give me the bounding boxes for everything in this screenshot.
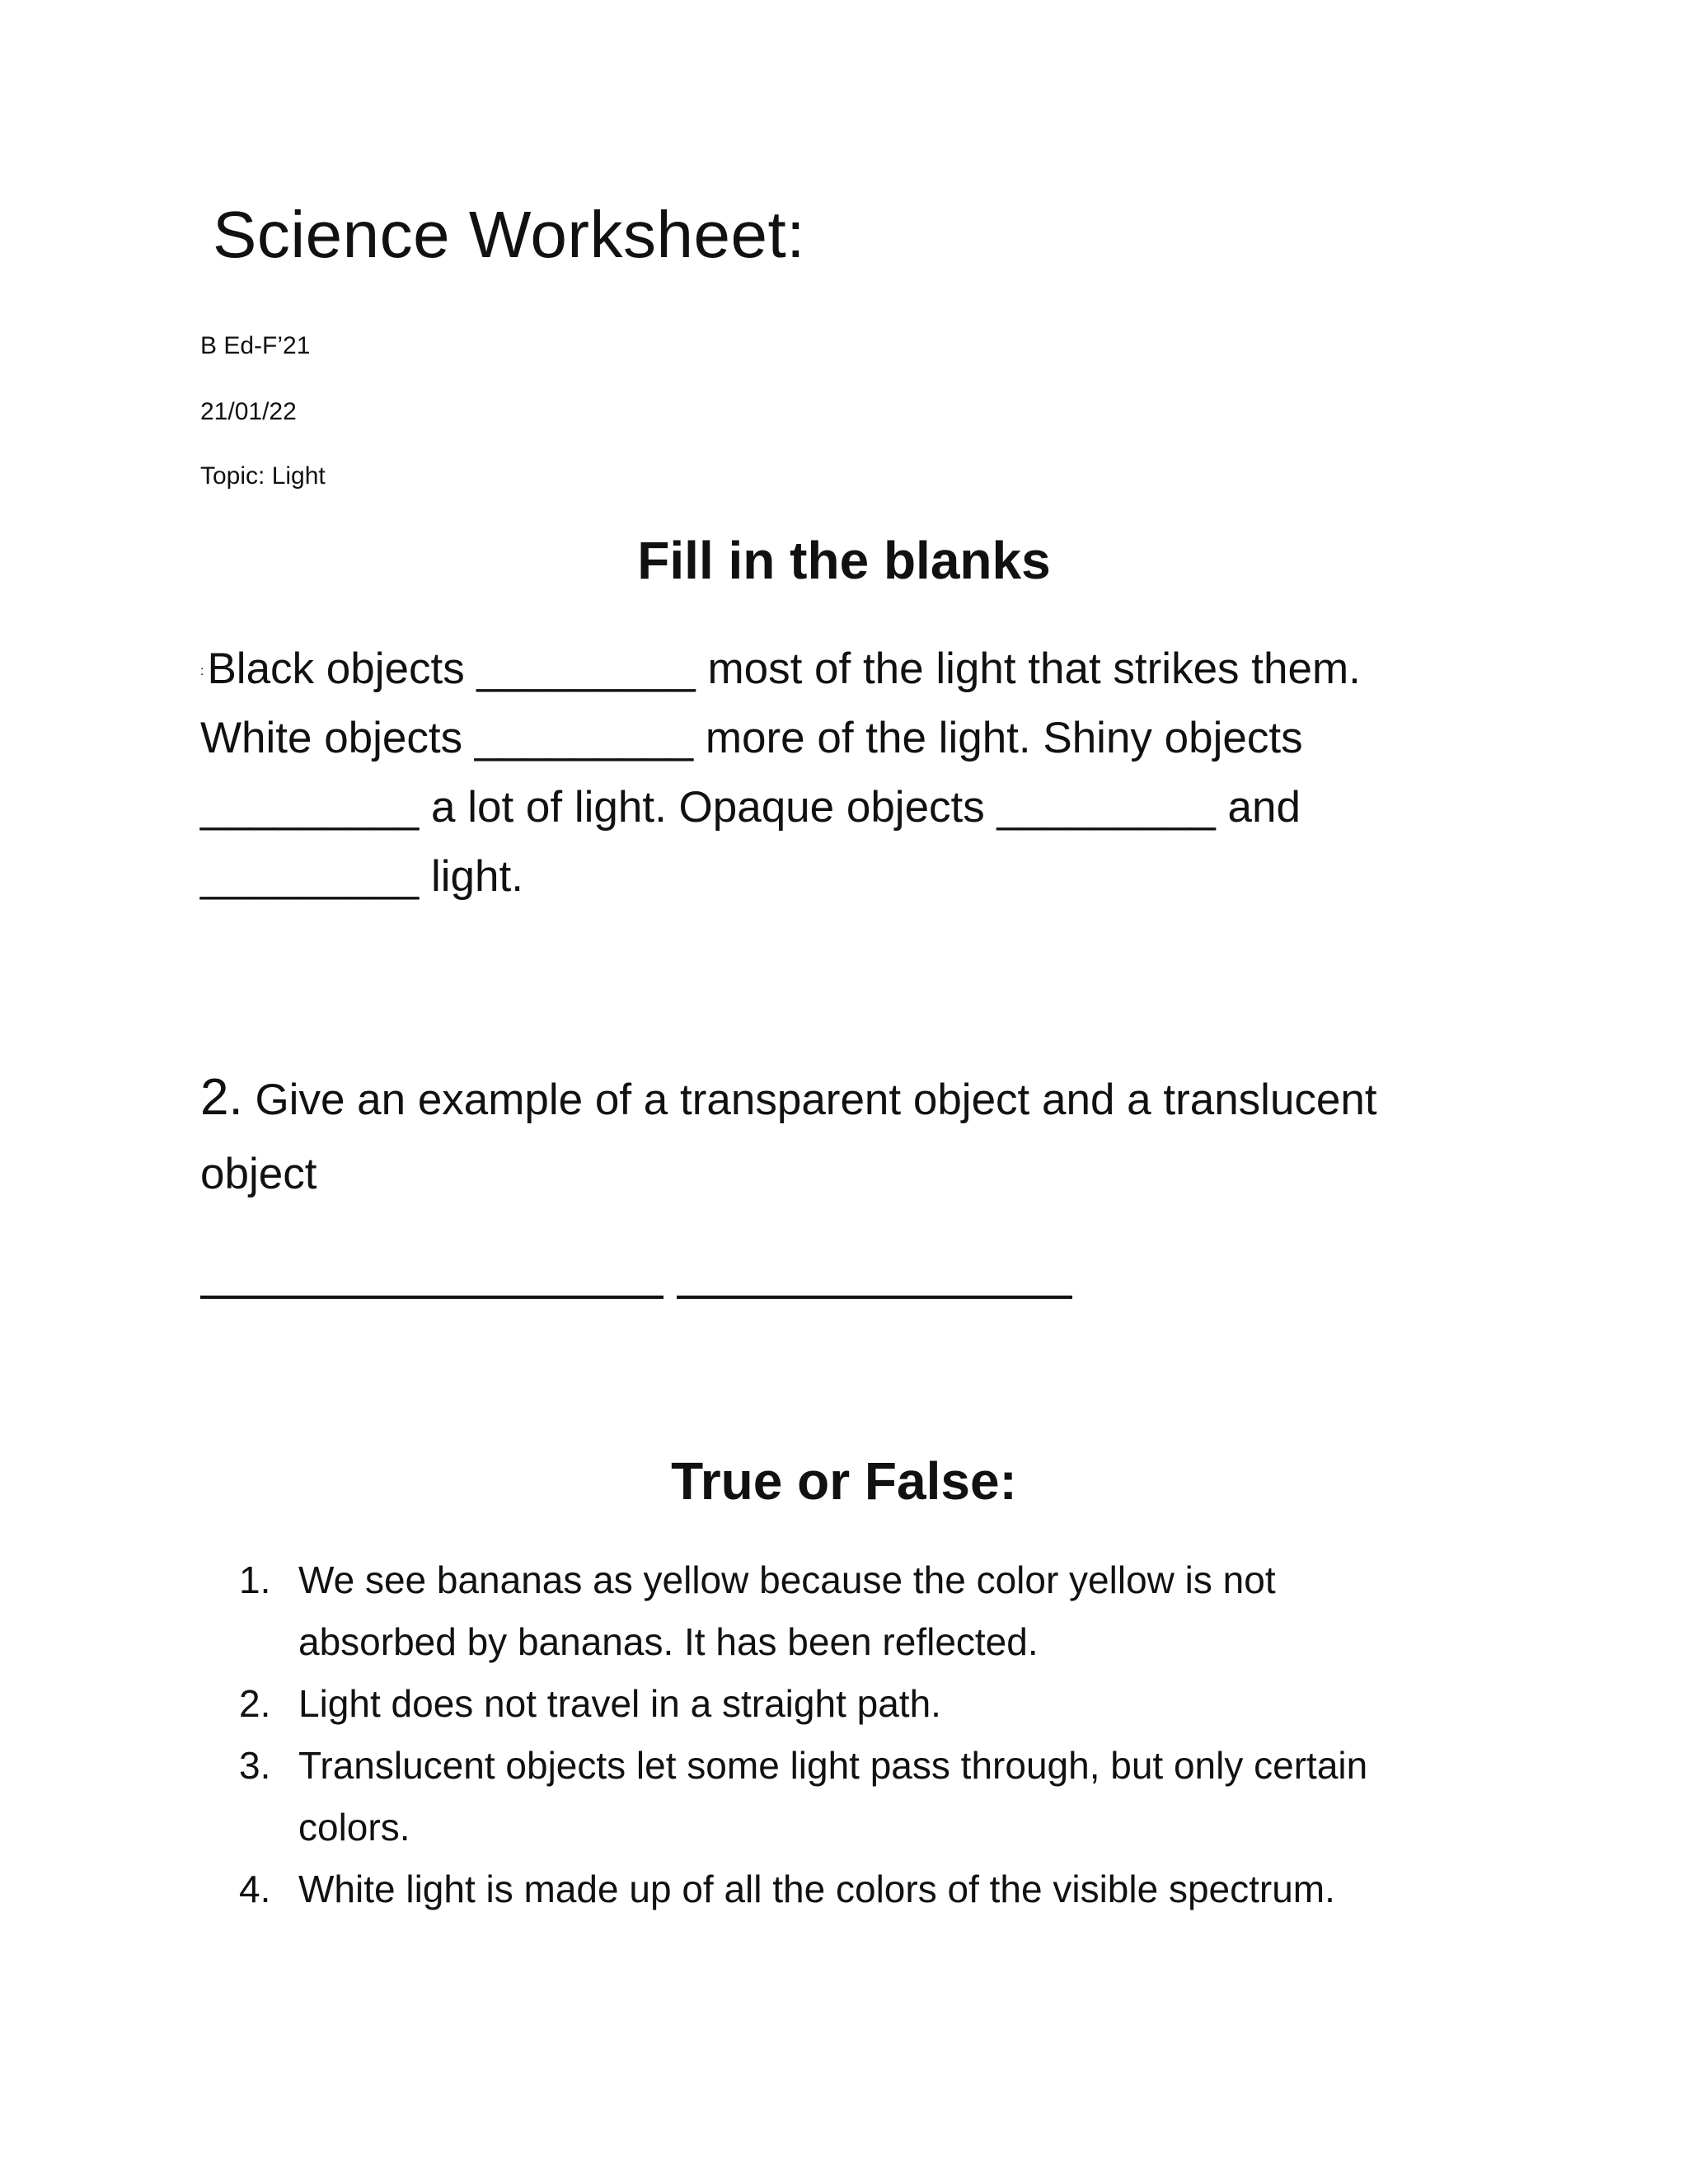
answer-line-transparent[interactable] — [200, 1296, 663, 1299]
question-2-line-2: object — [200, 1150, 317, 1198]
fill-line-3: _________ a lot of light. Opaque objects _________ and — [200, 783, 1301, 832]
list-item — [239, 1673, 1475, 1735]
item-text-line: Translucent objects let some light pass through, but only certain — [298, 1744, 1368, 1787]
answer-line-translucent[interactable] — [677, 1296, 1072, 1299]
page-title: Science Worksheet: — [213, 198, 805, 271]
list-item — [239, 1858, 1475, 1920]
question-2 — [200, 1061, 1377, 1212]
line-marker: : — [200, 664, 204, 678]
item-text-line: We see bananas as yellow because the color yellow is not — [298, 1558, 1276, 1601]
item-number: 3. — [239, 1744, 271, 1787]
class-label: B Ed-F’21 — [200, 332, 311, 359]
item-number: 1. — [239, 1558, 271, 1601]
item-number: 2. — [239, 1682, 271, 1725]
fill-line-4: _________ light. — [200, 852, 523, 901]
fill-line-2: White objects _________ more of the light. Shiny objects — [200, 714, 1303, 762]
question-2-line-1 — [200, 1061, 1377, 1137]
item-text-line: Light does not travel in a straight path. — [298, 1682, 941, 1725]
true-false-heading: True or False: — [671, 1451, 1017, 1511]
item-text-line: colors. — [298, 1806, 410, 1849]
fill-in-blanks-paragraph — [200, 635, 1486, 912]
true-false-list — [239, 1549, 1475, 1920]
question-2-text: Give an example of a transparent object and a translucent — [255, 1076, 1377, 1124]
date-label: 21/01/22 — [200, 398, 297, 425]
question-2-number: 2. — [200, 1069, 243, 1126]
list-item — [239, 1549, 1475, 1673]
item-number: 4. — [239, 1868, 271, 1910]
item-text-line: White light is made up of all the colors of the visible spectrum. — [298, 1868, 1335, 1910]
fill-in-blanks-heading: Fill in the blanks — [637, 531, 1051, 590]
fill-line-1-text: Black objects _________ most of the light that strikes them. — [207, 644, 1361, 693]
list-item — [239, 1735, 1475, 1858]
topic-label: Topic: Light — [200, 462, 326, 490]
item-text-line: absorbed by bananas. It has been reflected. — [298, 1620, 1039, 1663]
fill-line-1 — [200, 635, 1486, 704]
